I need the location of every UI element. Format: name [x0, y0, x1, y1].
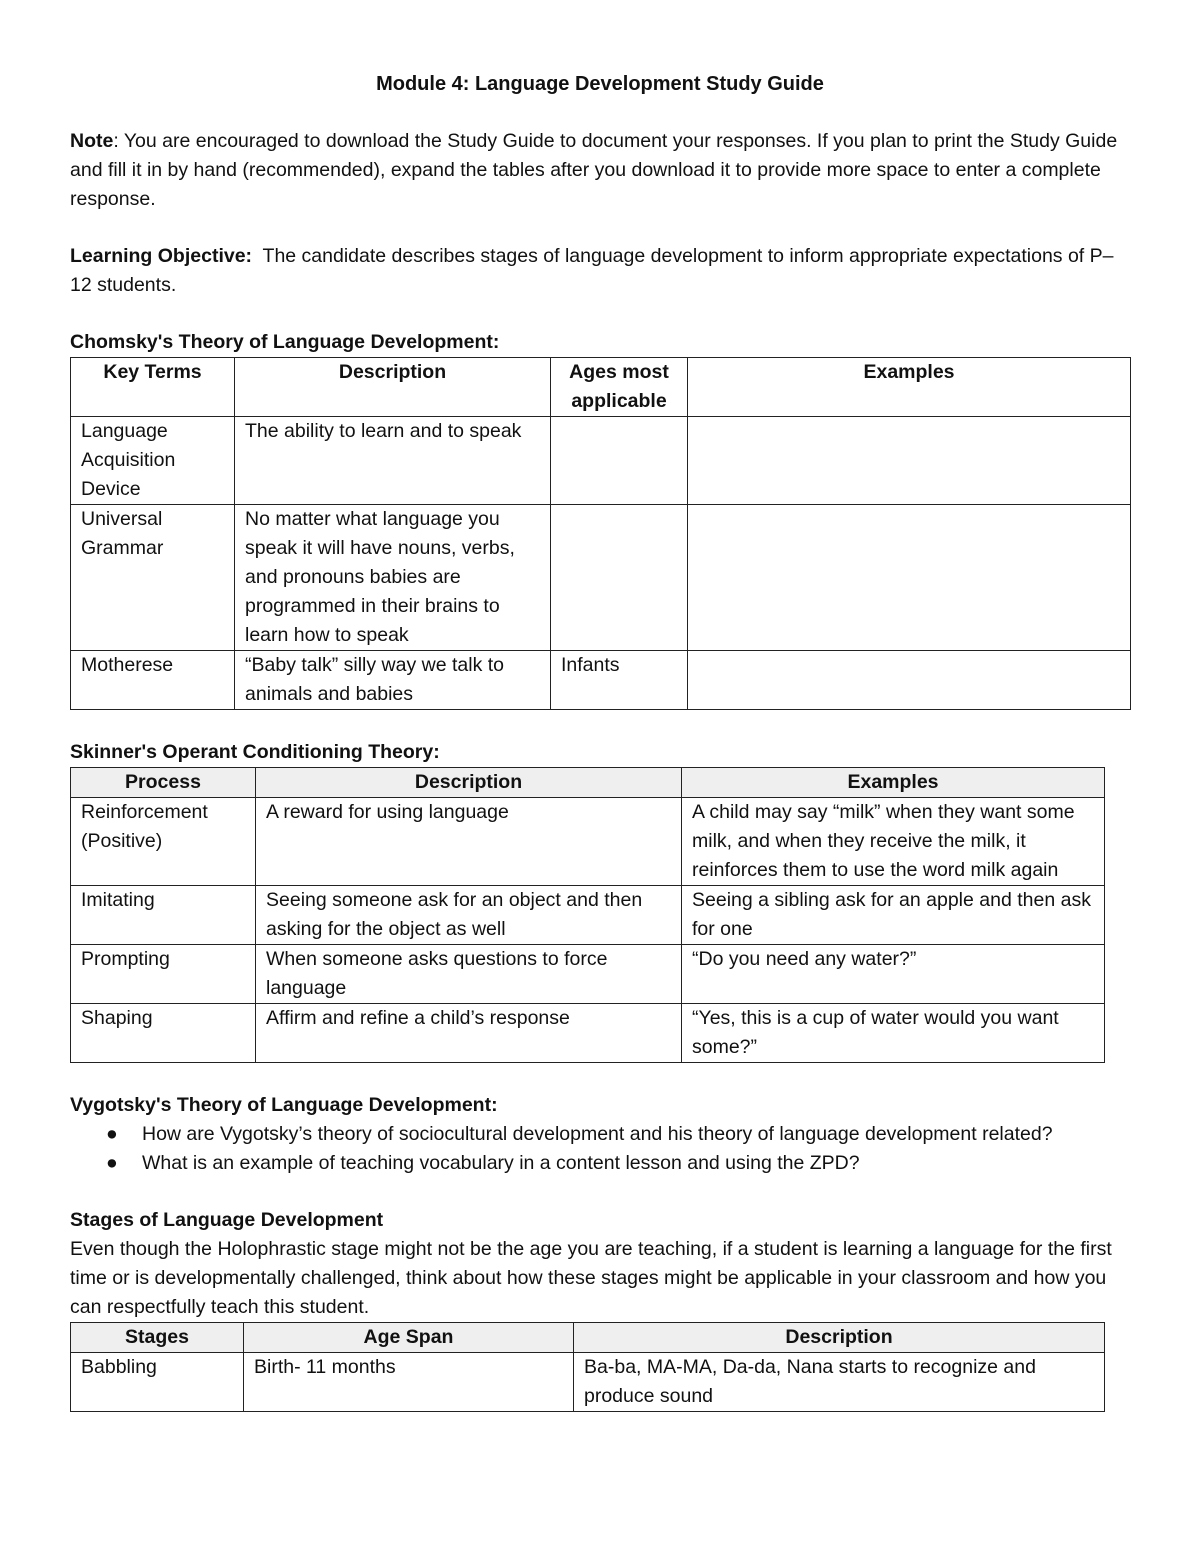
stages-heading: Stages of Language Development [70, 1209, 384, 1231]
chomsky-heading: Chomsky's Theory of Language Development: [70, 331, 500, 353]
document-page [70, 70, 1130, 1412]
chomsky-header-row [71, 358, 1131, 417]
note-paragraph [70, 127, 1130, 214]
skinner-header-row [71, 768, 1105, 798]
bullet-icon: ● [106, 1123, 118, 1145]
chomsky-header-key-terms: Key Terms [71, 358, 235, 417]
term-cell: Motherese [71, 651, 235, 710]
skinner-header-description: Description [256, 768, 682, 798]
chomsky-header-description: Description [235, 358, 551, 417]
bullet-icon: ● [106, 1152, 118, 1174]
examples-cell: “Do you need any water?” [682, 945, 1105, 1004]
note-label: Note [70, 130, 114, 152]
age-span-cell: Birth- 11 months [244, 1353, 574, 1412]
description-cell: Ba-ba, MA-MA, Da-da, Nana starts to recognize and produce sound [574, 1353, 1105, 1412]
process-cell: Imitating [71, 886, 256, 945]
description-cell: The ability to learn and to speak [235, 417, 551, 505]
stages-header-age-span: Age Span [244, 1323, 574, 1353]
description-cell: “Baby talk” silly way we talk to animals and babies [235, 651, 551, 710]
description-cell: No matter what language you speak it will have nouns, verbs, and pronouns babies are programmed in their brains to learn how to speak [235, 505, 551, 651]
stages-table [70, 1322, 1105, 1412]
examples-cell: Seeing a sibling ask for an apple and then ask for one [682, 886, 1105, 945]
description-cell: When someone asks questions to force language [256, 945, 682, 1004]
table-row [71, 1353, 1105, 1412]
process-cell: Prompting [71, 945, 256, 1004]
note-text: : You are encouraged to download the Study Guide to document your responses. If you plan to print the Study Guide and fill it in by hand (recommended), expand the tables after you download it to provide more space to enter a complete response. [70, 130, 1118, 210]
question-text: What is an example of teaching vocabulary in a content lesson and using the ZPD? [142, 1152, 860, 1174]
chomsky-header-ages: Ages most applicable [551, 358, 688, 417]
list-item [106, 1120, 1130, 1149]
description-cell: Affirm and refine a child’s response [256, 1004, 682, 1063]
table-row [71, 651, 1131, 710]
examples-cell: A child may say “milk” when they want some milk, and when they receive the milk, it reinforces them to use the word milk again [682, 798, 1105, 886]
learning-objective-text: The candidate describes stages of language development to inform appropriate expectations of P–12 students. [70, 245, 1114, 296]
term-cell: Universal Grammar [71, 505, 235, 651]
skinner-header-process: Process [71, 768, 256, 798]
document-title: Module 4: Language Development Study Guide [376, 73, 824, 95]
process-cell: Reinforcement (Positive) [71, 798, 256, 886]
table-row [71, 417, 1131, 505]
learning-objective-paragraph [70, 242, 1130, 300]
chomsky-header-examples: Examples [688, 358, 1131, 417]
table-row [71, 886, 1105, 945]
ages-cell[interactable] [551, 417, 688, 505]
stages-header-description: Description [574, 1323, 1105, 1353]
skinner-heading: Skinner's Operant Conditioning Theory: [70, 741, 440, 763]
learning-objective-label: Learning Objective: [70, 245, 253, 267]
examples-cell[interactable] [688, 505, 1131, 651]
skinner-table [70, 767, 1105, 1063]
stages-header-row [71, 1323, 1105, 1353]
vygotsky-question-list [70, 1120, 1130, 1178]
ages-cell[interactable]: Infants [551, 651, 688, 710]
examples-cell[interactable] [688, 651, 1131, 710]
term-cell: Language Acquisition Device [71, 417, 235, 505]
examples-cell[interactable] [688, 417, 1131, 505]
chomsky-table [70, 357, 1131, 710]
stages-header-stages: Stages [71, 1323, 244, 1353]
question-text: How are Vygotsky’s theory of sociocultural development and his theory of language development related? [142, 1123, 1053, 1145]
description-cell: A reward for using language [256, 798, 682, 886]
vygotsky-heading: Vygotsky's Theory of Language Development: [70, 1094, 498, 1116]
examples-cell: “Yes, this is a cup of water would you want some?” [682, 1004, 1105, 1063]
table-row [71, 798, 1105, 886]
skinner-header-examples: Examples [682, 768, 1105, 798]
process-cell: Shaping [71, 1004, 256, 1063]
list-item [106, 1149, 1130, 1178]
table-row [71, 1004, 1105, 1063]
description-cell: Seeing someone ask for an object and then asking for the object as well [256, 886, 682, 945]
ages-cell[interactable] [551, 505, 688, 651]
table-row [71, 505, 1131, 651]
table-row [71, 945, 1105, 1004]
stage-cell: Babbling [71, 1353, 244, 1412]
stages-intro: Even though the Holophrastic stage might not be the age you are teaching, if a student is learning a language for the first time or is developmentally challenged, think about how these stages might be applicable in your classroom and how you can respectfully teach this student. [70, 1238, 1112, 1318]
